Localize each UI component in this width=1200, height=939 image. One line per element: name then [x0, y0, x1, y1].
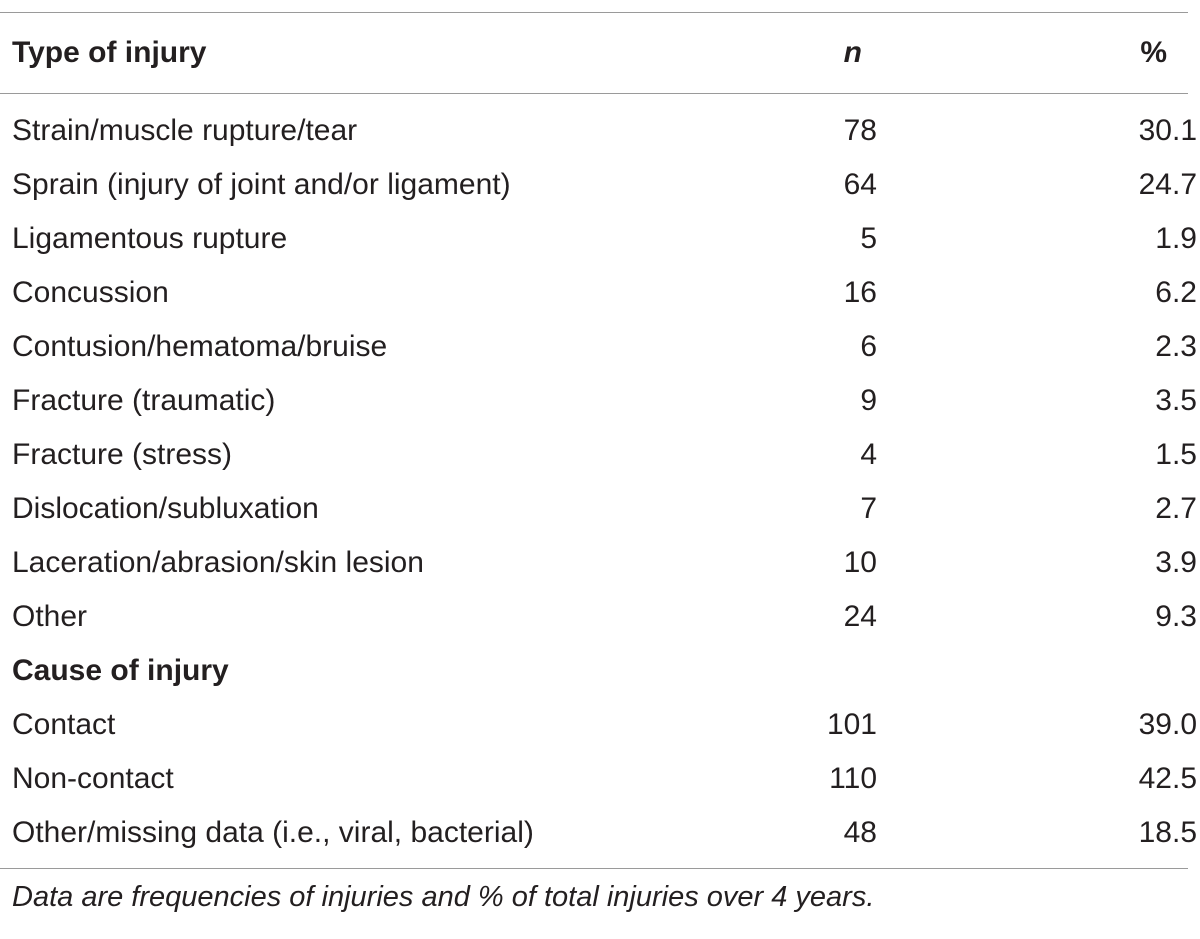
row-percent: 9.3: [1155, 600, 1197, 633]
cause-of-injury-section-heading: [0, 644, 1188, 698]
table-footnote: Data are frequencies of injuries and % of total injuries over 4 years.: [12, 881, 875, 913]
row-n: 7: [860, 492, 877, 525]
row-n: 5: [860, 222, 877, 255]
injury-table: [0, 12, 1197, 914]
row-n: 78: [843, 114, 877, 147]
table-row: [0, 104, 1197, 158]
row-label: Contusion/hematoma/bruise: [12, 330, 388, 363]
table-row: [0, 212, 1197, 266]
row-percent: 1.9: [1155, 222, 1197, 255]
row-label: Ligamentous rupture: [12, 222, 288, 255]
row-label: Concussion: [12, 276, 169, 309]
table-row: [0, 698, 1197, 752]
row-percent: 6.2: [1155, 276, 1197, 309]
row-label: Strain/muscle rupture/tear: [12, 114, 358, 147]
table-row: [0, 482, 1197, 536]
row-percent: 2.7: [1155, 492, 1197, 525]
row-percent: 3.5: [1155, 384, 1197, 417]
row-n: 9: [860, 384, 877, 417]
header-n: n: [843, 36, 862, 69]
row-label: Other/missing data (i.e., viral, bacterial): [12, 816, 534, 849]
row-label: Laceration/abrasion/skin lesion: [12, 546, 424, 579]
header-percent: %: [1140, 36, 1167, 69]
row-percent: 1.5: [1155, 438, 1197, 471]
row-n: 48: [843, 816, 877, 849]
row-percent: 3.9: [1155, 546, 1197, 579]
table-header-row: [0, 13, 1188, 93]
row-percent: 30.1: [1138, 114, 1197, 147]
table-row: [0, 590, 1197, 644]
table-row: [0, 428, 1197, 482]
row-n: 64: [843, 168, 877, 201]
row-percent: 39.0: [1138, 708, 1197, 741]
table-body: [0, 94, 1197, 868]
row-label: Dislocation/subluxation: [12, 492, 319, 525]
row-percent: 18.5: [1138, 816, 1197, 849]
row-n: 110: [829, 762, 877, 795]
table-row: [0, 806, 1197, 860]
row-n: 16: [843, 276, 877, 309]
row-label: Fracture (stress): [12, 438, 233, 471]
row-label: Contact: [12, 708, 116, 741]
row-label: Sprain (injury of joint and/or ligament): [12, 168, 511, 201]
row-n: 4: [860, 438, 877, 471]
table-row: [0, 266, 1197, 320]
row-label: Other: [12, 600, 88, 633]
row-percent: 24.7: [1138, 168, 1197, 201]
table-row: [0, 374, 1197, 428]
table-row: [0, 158, 1197, 212]
section-label: Cause of injury: [12, 654, 229, 687]
table-row: [0, 320, 1197, 374]
row-n: 101: [826, 708, 877, 741]
table-row: [0, 536, 1197, 590]
row-n: 10: [843, 546, 877, 579]
row-label: Non-contact: [12, 762, 174, 795]
row-percent: 42.5: [1138, 762, 1197, 795]
row-n: 24: [843, 600, 877, 633]
row-n: 6: [860, 330, 877, 363]
table-row: [0, 752, 1197, 806]
row-percent: 2.3: [1155, 330, 1197, 363]
header-type-of-injury: Type of injury: [12, 36, 207, 69]
row-label: Fracture (traumatic): [12, 384, 276, 417]
